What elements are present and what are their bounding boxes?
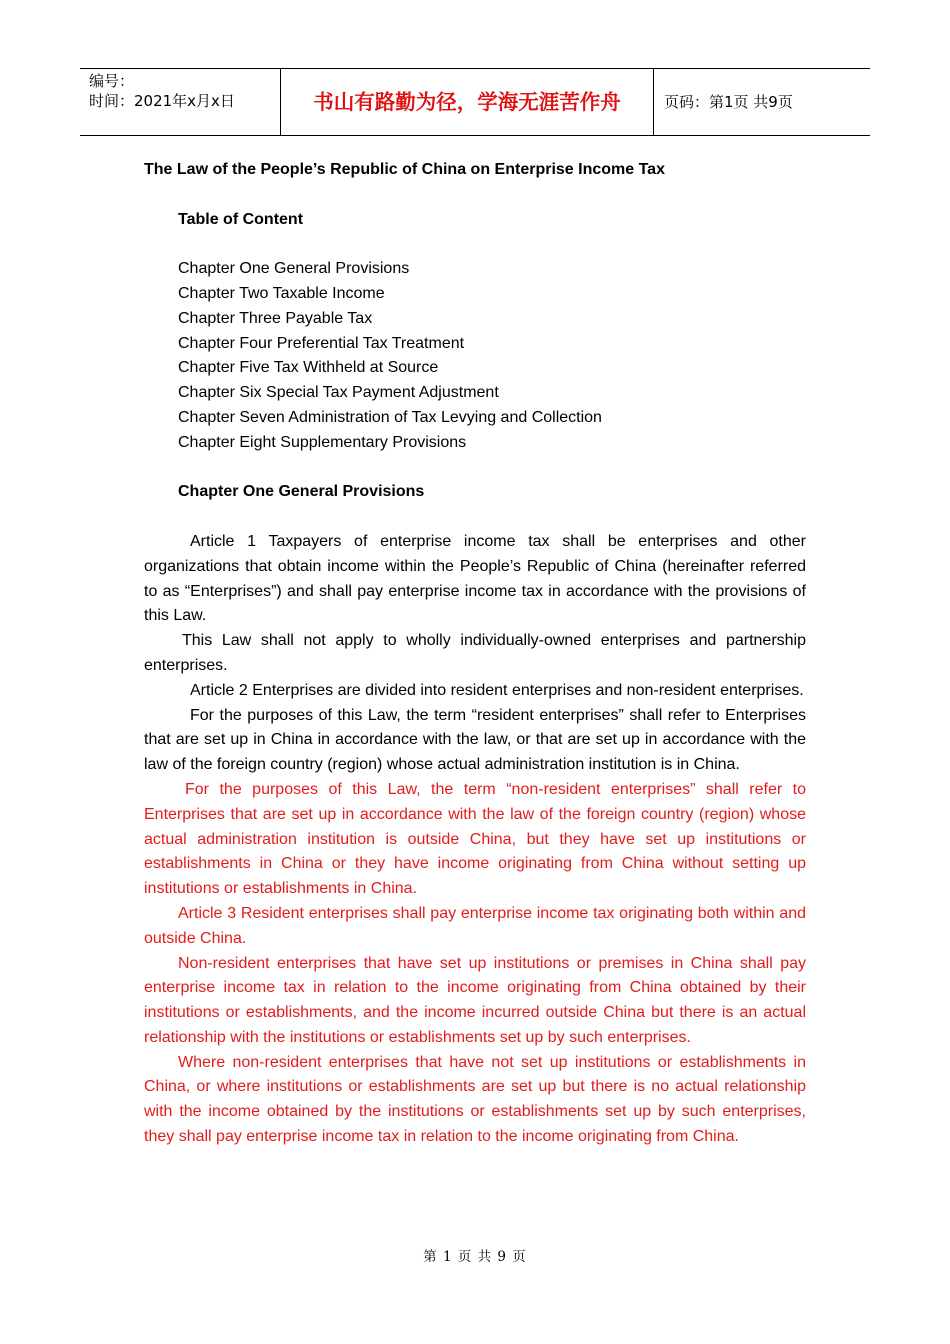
document-number-label: 编号：	[89, 72, 135, 90]
toc-item: Chapter Two Taxable Income	[178, 284, 385, 302]
toc-item: Chapter Three Payable Tax	[178, 309, 373, 327]
document-body	[144, 158, 806, 1150]
toc-heading: Table of Content	[178, 210, 304, 228]
chapter-heading: Chapter One General Provisions	[178, 483, 425, 501]
paragraph-highlighted: Where non-resident enterprises that have not set up institutions or establishments in China, or where institutions or establishments are set up but there is no actual relationship with the income obtained by the institutions or establishments set up by such enterprises, they shall pay enterprise income tax in relation to the income originating from China.	[144, 1053, 806, 1146]
paragraph-highlighted: For the purposes of this Law, the term “non-resident enterprises” shall refer to Enterprises that are set up in accordance with the law of the foreign country (region) whose actual administration institution is outside China, but they have set up institutions or establishments in China or they have income originating from China without setting up institutions or establishments in China.	[144, 780, 806, 898]
toc-item: Chapter Seven Administration of Tax Levying and Collection	[178, 408, 602, 426]
header-motto: 书山有路勤为径，学海无涯苦作舟	[281, 69, 654, 135]
paragraph-article-3: Article 3 Resident enterprises shall pay enterprise income tax originating both within and outside China.	[144, 904, 806, 947]
toc-item: Chapter Four Preferential Tax Treatment	[178, 334, 465, 352]
document-time-label: 时间：2021年x月x日	[89, 92, 235, 110]
paragraph: For the purposes of this Law, the term “resident enterprises” shall refer to Enterprises that are set up in China in accordance with the law, or that are set up in accordance with the law of the foreign country (region) whose actual administration institution is in China.	[144, 706, 806, 774]
header-meta-cell	[80, 69, 281, 135]
paragraph: This Law shall not apply to wholly individually-owned enterprises and partnership enterprises.	[144, 632, 806, 674]
page-footer: 第 1 页 共 9 页	[423, 1249, 527, 1265]
document-title: The Law of the People’s Republic of China on Enterprise Income Tax	[144, 161, 665, 178]
toc-item: Chapter One General Provisions	[178, 260, 410, 278]
paragraph-highlighted: Non-resident enterprises that have set up institutions or premises in China shall pay enterprise income tax in relation to the income originating from China obtained by their institutions or establishments, and the income incurred outside China but there is an actual relationship with the institutions or establishments set up by such enterprises.	[144, 954, 806, 1046]
toc-item: Chapter Five Tax Withheld at Source	[178, 359, 439, 377]
toc-item: Chapter Eight Supplementary Provisions	[178, 433, 467, 451]
table-of-contents	[144, 257, 806, 455]
page-header	[80, 68, 870, 136]
paragraph-article-2: Article 2 Enterprises are divided into resident enterprises and non-resident enterprises.	[190, 681, 804, 699]
toc-item: Chapter Six Special Tax Payment Adjustment	[178, 384, 499, 402]
paragraph-article-1: Article 1 Taxpayers of enterprise income tax shall be enterprises and other organizations that obtain income within the People’s Republic of China (hereinafter referred to as “Enterprises”) and shall pay enterprise income tax in accordance with the provisions of this Law.	[144, 532, 806, 625]
header-page-info: 页码：第1页 共9页	[664, 93, 793, 111]
